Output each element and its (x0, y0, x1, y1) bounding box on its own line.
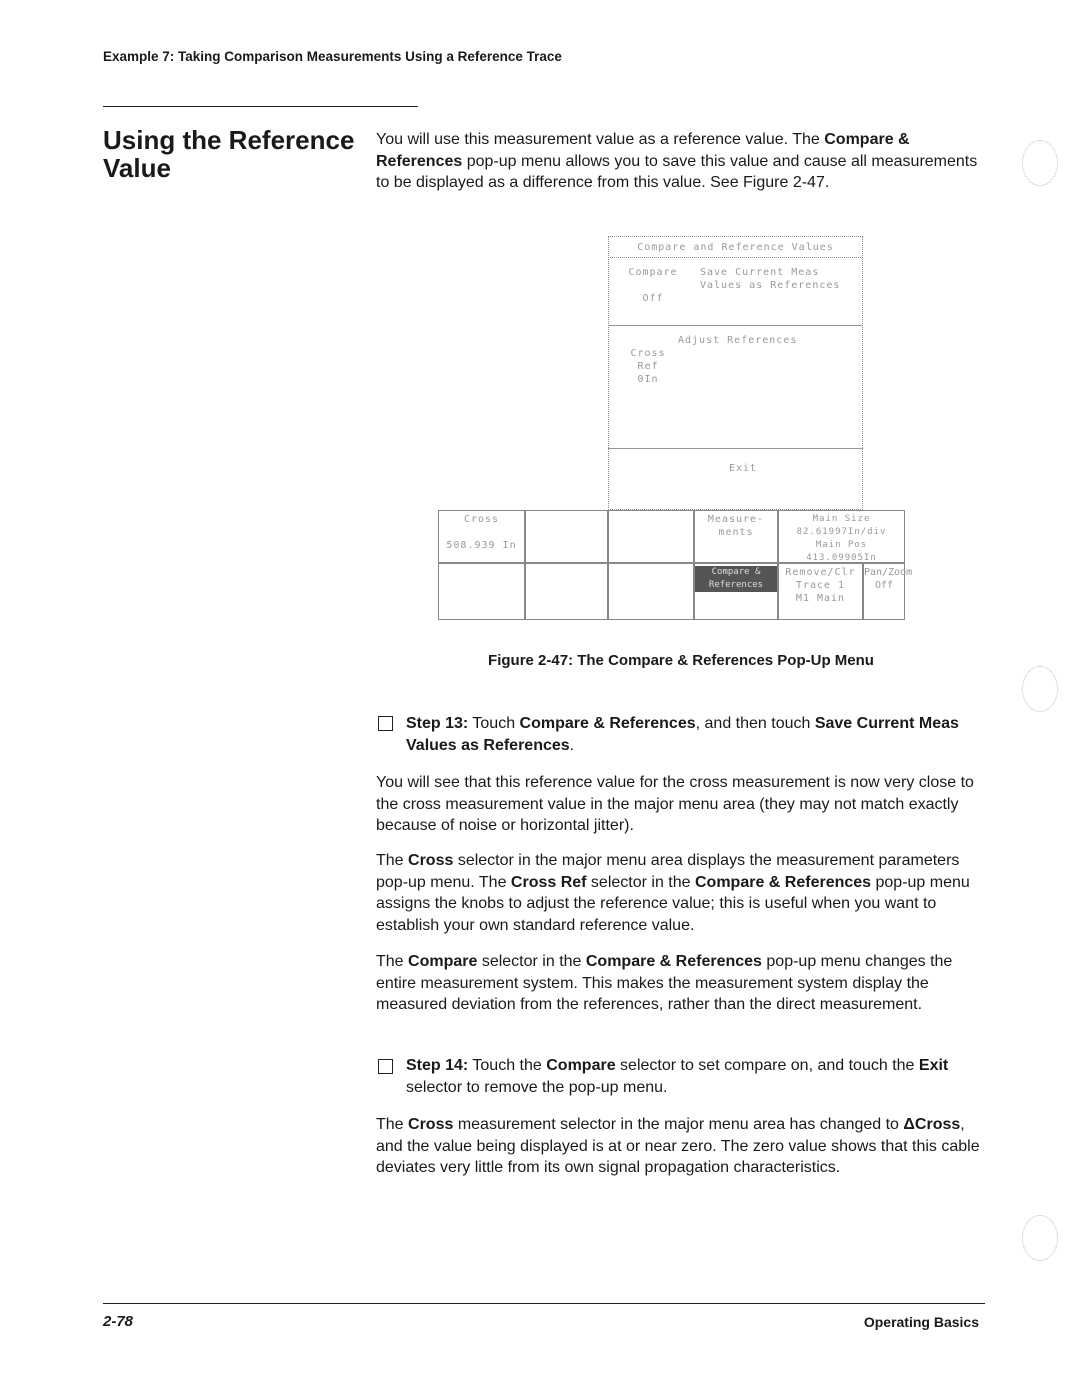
divider (608, 448, 863, 449)
menu-cell (525, 563, 608, 620)
section-title: Using the Reference Value (103, 125, 355, 183)
step-14: Step 14: Touch the Compare selector to set compare on, and touch the Exit selector to remove the pop-up menu. (406, 1057, 949, 1096)
exit-button[interactable]: Exit (728, 463, 758, 474)
step-13: Step 13: Touch Compare & References, and then touch Save Current Meas Values as References. (406, 715, 959, 754)
footer-rule (103, 1303, 985, 1304)
cross-selector[interactable]: Cross 508.939 In (438, 510, 525, 563)
pan-zoom-button[interactable]: Pan/Zoom Off (863, 563, 905, 620)
menu-cell (438, 563, 525, 620)
divider (608, 325, 863, 326)
save-current-button[interactable]: Save Current Meas Values as References (700, 267, 841, 291)
menu-cell (608, 510, 694, 563)
binder-hole (1022, 140, 1058, 186)
paragraph: The Cross selector in the major menu area displays the measurement parameters pop-up menu. The Cross Ref selector in the Compare & References pop-up menu assigns the knobs to adjust the reference value; this is useful when you want to establish your own standard reference value. (376, 852, 970, 934)
main-size-pos[interactable]: Main Size 82.61997In/div Main Pos 413.09905In (778, 510, 905, 563)
cross-ref-selector[interactable]: Cross Ref 0In (630, 348, 666, 385)
paragraph: The Cross measurement selector in the major menu area has changed to ΔCross, and the value being displayed is at or near zero. The zero value shows that this cable deviates very little from its own signal propagation characteristics. (376, 1116, 980, 1176)
divider (103, 106, 418, 107)
compare-references-button[interactable]: Compare & References (694, 563, 778, 620)
measurements-button[interactable]: Measure-ments (694, 510, 778, 563)
checkbox-icon (378, 1059, 393, 1074)
paragraph: You will see that this reference value for the cross measurement is now very close to the cross measurement value in the major menu area (they may not match exactly because of noise or horizontal jitter). (376, 774, 974, 834)
binder-hole (1022, 666, 1058, 712)
remove-clear-trace-button[interactable]: Remove/Clr Trace 1 M1 Main (778, 563, 863, 620)
menu-cell (525, 510, 608, 563)
popup-title: Compare and Reference Values (608, 236, 863, 258)
page-number: 2-78 (103, 1313, 134, 1330)
compare-selector[interactable]: Compare Off (628, 267, 678, 304)
figure-caption: Figure 2-47: The Compare & References Pop-Up Menu (488, 652, 874, 669)
footer-section: Operating Basics (863, 1314, 979, 1330)
paragraph: The Compare selector in the Compare & References pop-up menu changes the entire measurement system. This makes the measurement system display the measured deviation from the references, rather than the direct measurement. (376, 953, 953, 1013)
running-header: Example 7: Taking Comparison Measurements Using a Reference Trace (103, 49, 562, 64)
checkbox-icon (378, 716, 393, 731)
adjust-references-label: Adjust References (678, 335, 798, 346)
intro-paragraph: You will use this measurement value as a reference value. The Compare & References pop-up menu allows you to save this value and cause all measurements to be displayed as a difference from this value. See Figure 2-47. (376, 131, 978, 191)
screen-figure (438, 236, 913, 620)
menu-cell (608, 563, 694, 620)
binder-hole (1022, 1215, 1058, 1261)
